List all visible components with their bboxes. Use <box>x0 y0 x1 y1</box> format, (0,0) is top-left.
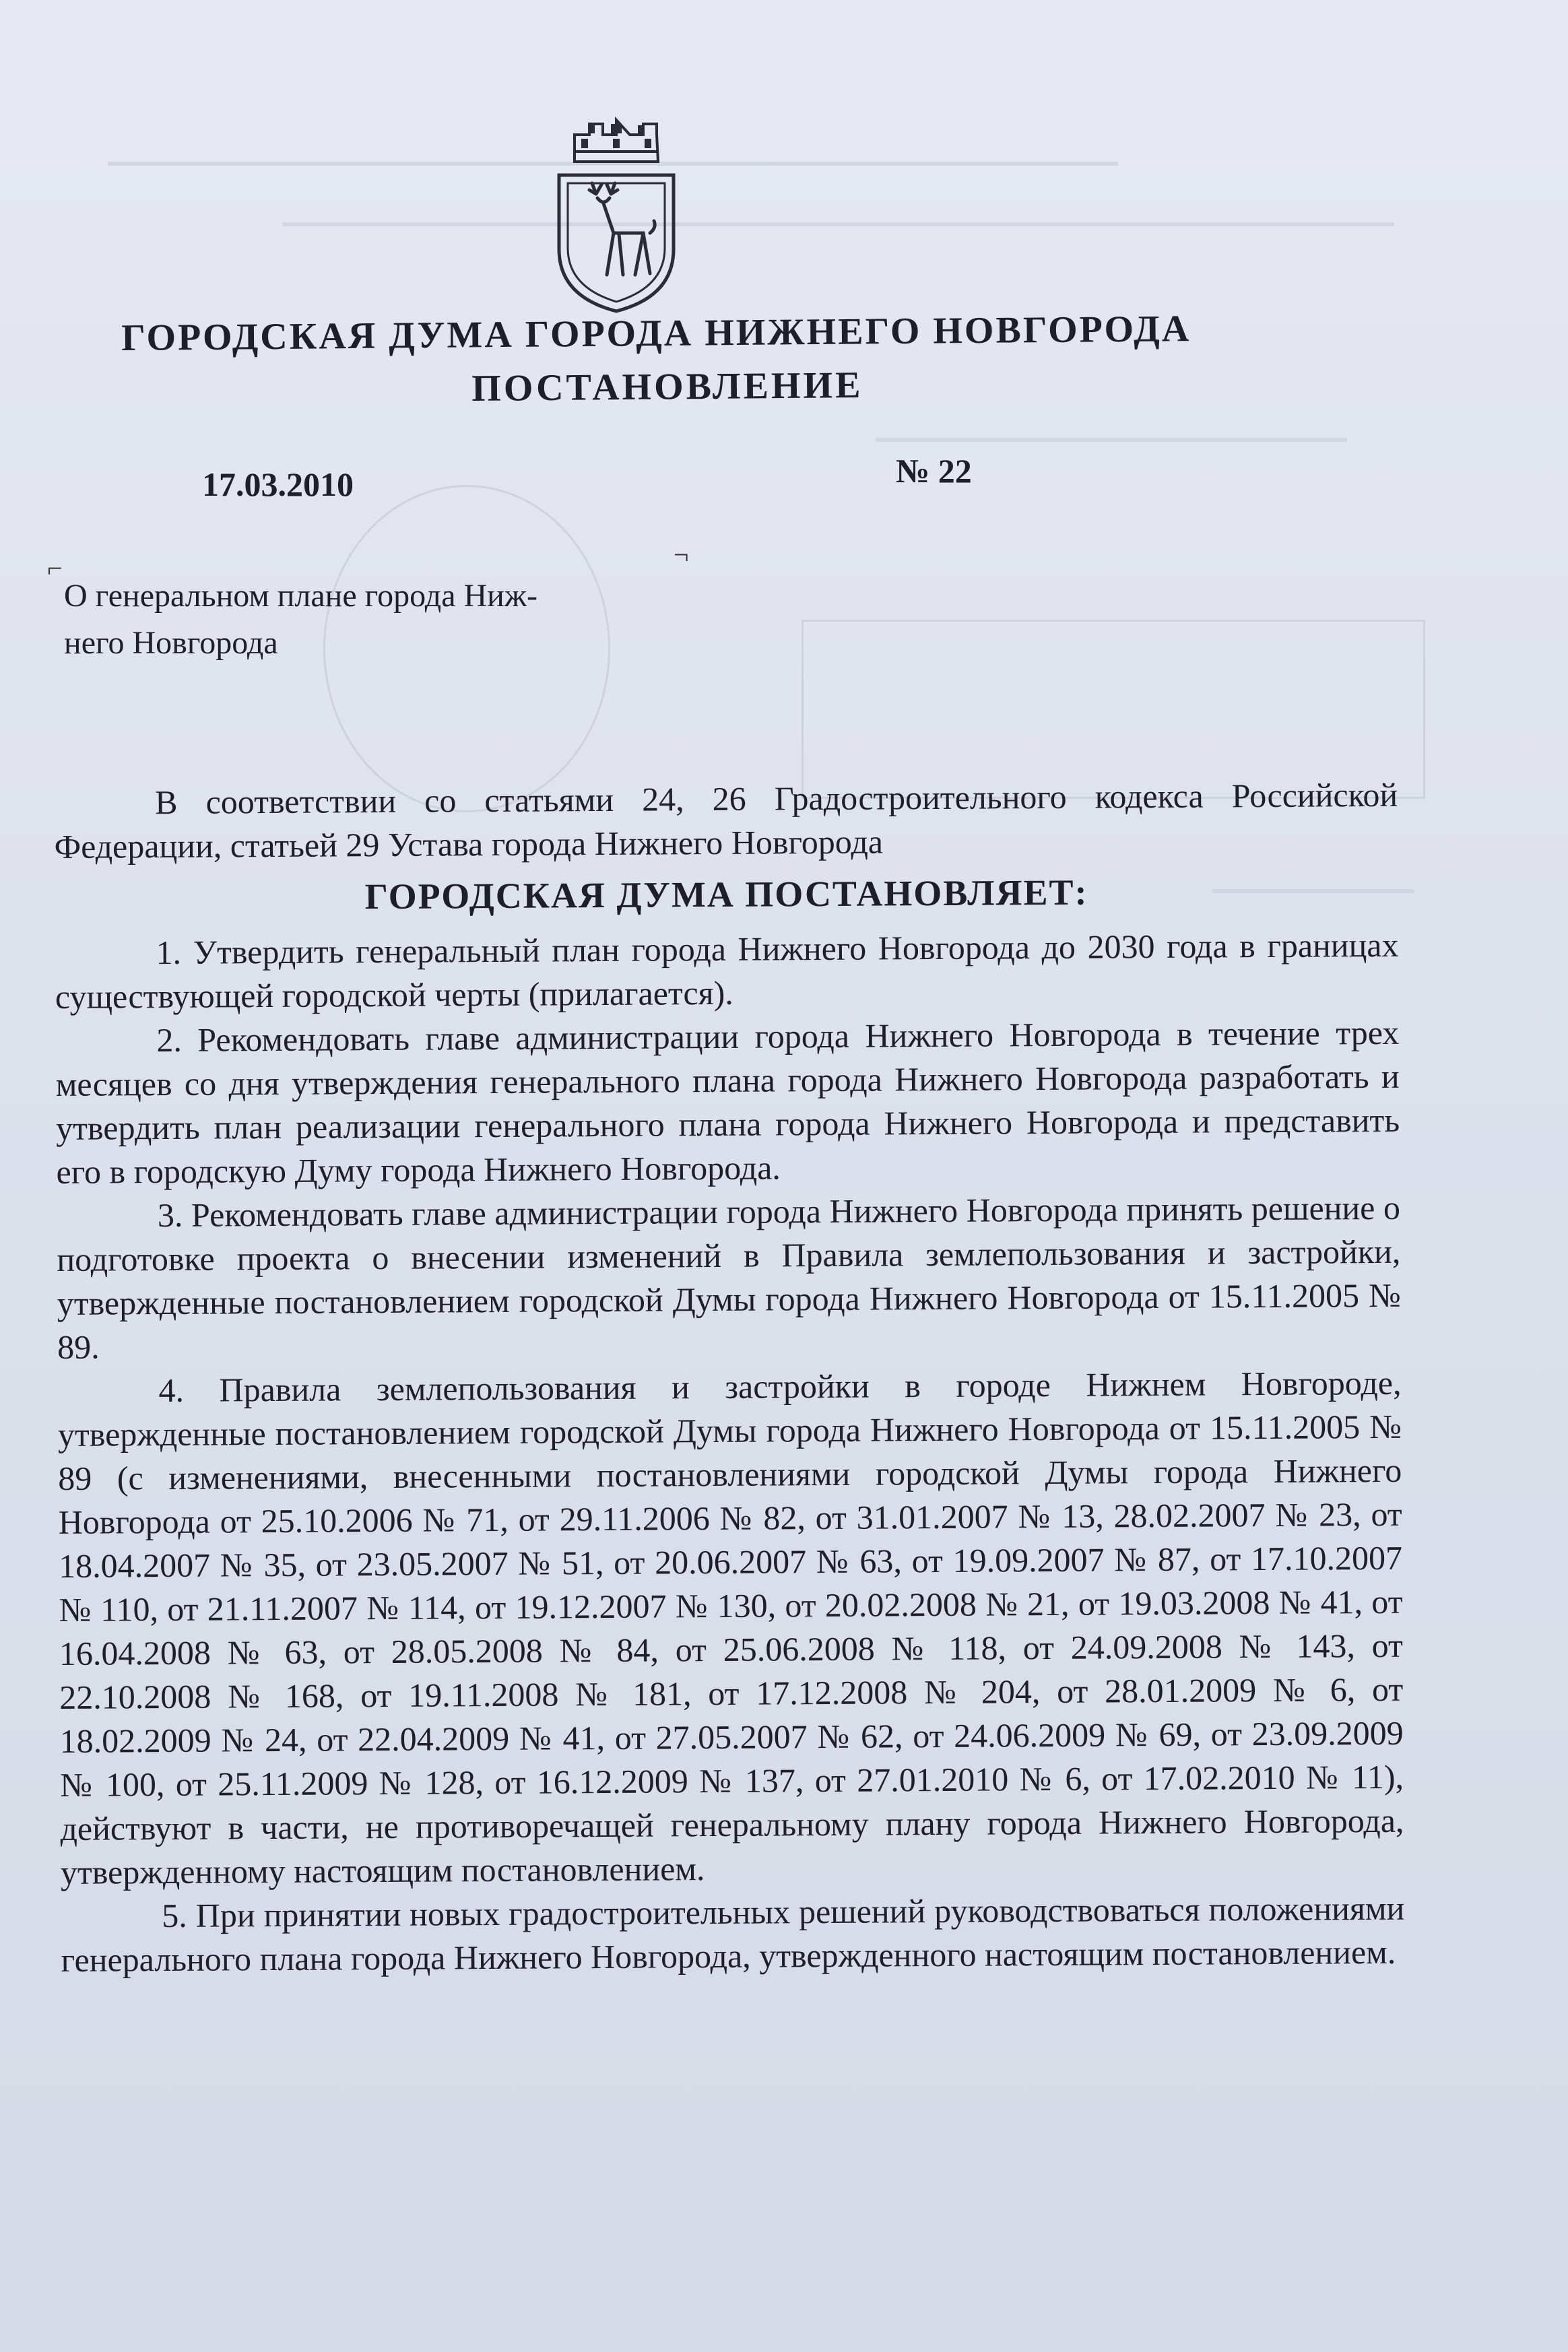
organization-title: ГОРОДСКАЯ ДУМА ГОРОДА НИЖНЕГО НОВГОРОДА <box>121 308 1191 359</box>
coat-of-arms-emblem <box>549 115 684 317</box>
corner-mark-right: ¬ <box>674 540 689 570</box>
document-number: № 22 <box>896 452 972 490</box>
decree-item-3: 3. Рекомендовать главе администрации города Нижнего Новгорода принять решение о подготовке проекта о внесении изменений в Правила землепользования и застройки, утвержденные постановлением городской Думы города Нижнего Новгорода от 15.11.2005 № 89. <box>57 1188 1401 1366</box>
document-type-title: ПОСТАНОВЛЕНИЕ <box>471 364 863 410</box>
show-through-line <box>283 222 1394 226</box>
document-subject <box>64 573 670 667</box>
decree-heading: ГОРОДСКАЯ ДУМА ПОСТАНОВЛЯЕТ: <box>364 872 1088 917</box>
preamble: В соответствии со статьями 24, 26 Градостроительного кодекса Российской Федерации, статьей 29 Устава города Нижнего Новгорода <box>54 775 1398 865</box>
show-through-line <box>876 438 1347 442</box>
subject-line: О генеральном плане города Ниж- <box>64 578 538 614</box>
document-body <box>54 773 1405 1982</box>
decree-item-5: 5. При принятии новых градостроительных решений руководствоваться положениями генерального плана города Нижнего Новгорода, утвержденного настоящим постановлением. <box>61 1889 1405 1979</box>
decree-item-2: 2. Рекомендовать главе администрации города Нижнего Новгорода в течение трех месяцев со дня утверждения генерального плана города Нижнего Новгорода разработать и утвердить план реализации генерального плана города Нижнего Новгорода и представить его в городскую Думу города Нижнего Новгорода. <box>55 1013 1400 1191</box>
corner-mark-left: ⌐ <box>47 553 63 583</box>
document-date: 17.03.2010 <box>202 465 354 503</box>
subject-line: него Новгорода <box>64 625 278 661</box>
decree-item-1: 1. Утвердить генеральный план города Нижнего Новгорода до 2030 года в границах существующей городской черты (прилагается). <box>55 925 1399 1016</box>
show-through-table <box>802 620 1425 799</box>
decree-item-4: 4. Правила землепользования и застройки в городе Нижнем Новгороде, утвержденные постановлением городской Думы города Нижнего Новгорода от 15.11.2005 № 89 (с изменениями, внесенными постановлениями городской Думы города Нижнего Новгорода от 25.10.2006 № 71, от 29.11.2006 № 82, от 31.01.2007 № 13, 28.02.2007 № 23, от 18.04.2007 № 35, от 23.05.2007 № 51, от 20.06.2007 № 63, от 19.09.2007 № 87, от 17.10.2007 № 110, от 21.11.2007 № 114, от 19.12.2007 № 130, от 20.02.2008 № 21, от 19.03.2008 № 41, от 16.04.2008 № 63, от 28.05.2008 № 84, от 25.06.2008 № 118, от 24.09.2008 № 143, от 22.10.2008 № 168, от 19.11.2008 № 181, от 17.12.2008 № 204, от 28.01.2009 № 6, от 18.02.2009 № 24, от 22.04.2009 № 41, от 27.05.2007 № 62, от 24.06.2009 № 69, от 23.09.2009 № 100, от 25.11.2009 № 128, от 16.12.2009 № 137, от 27.01.2010 № 6, от 17.02.2010 № 11), действуют в части, не противоречащей генеральному плану города Нижнего Новгорода, утвержденному настоящим постановлением. <box>57 1363 1404 1891</box>
